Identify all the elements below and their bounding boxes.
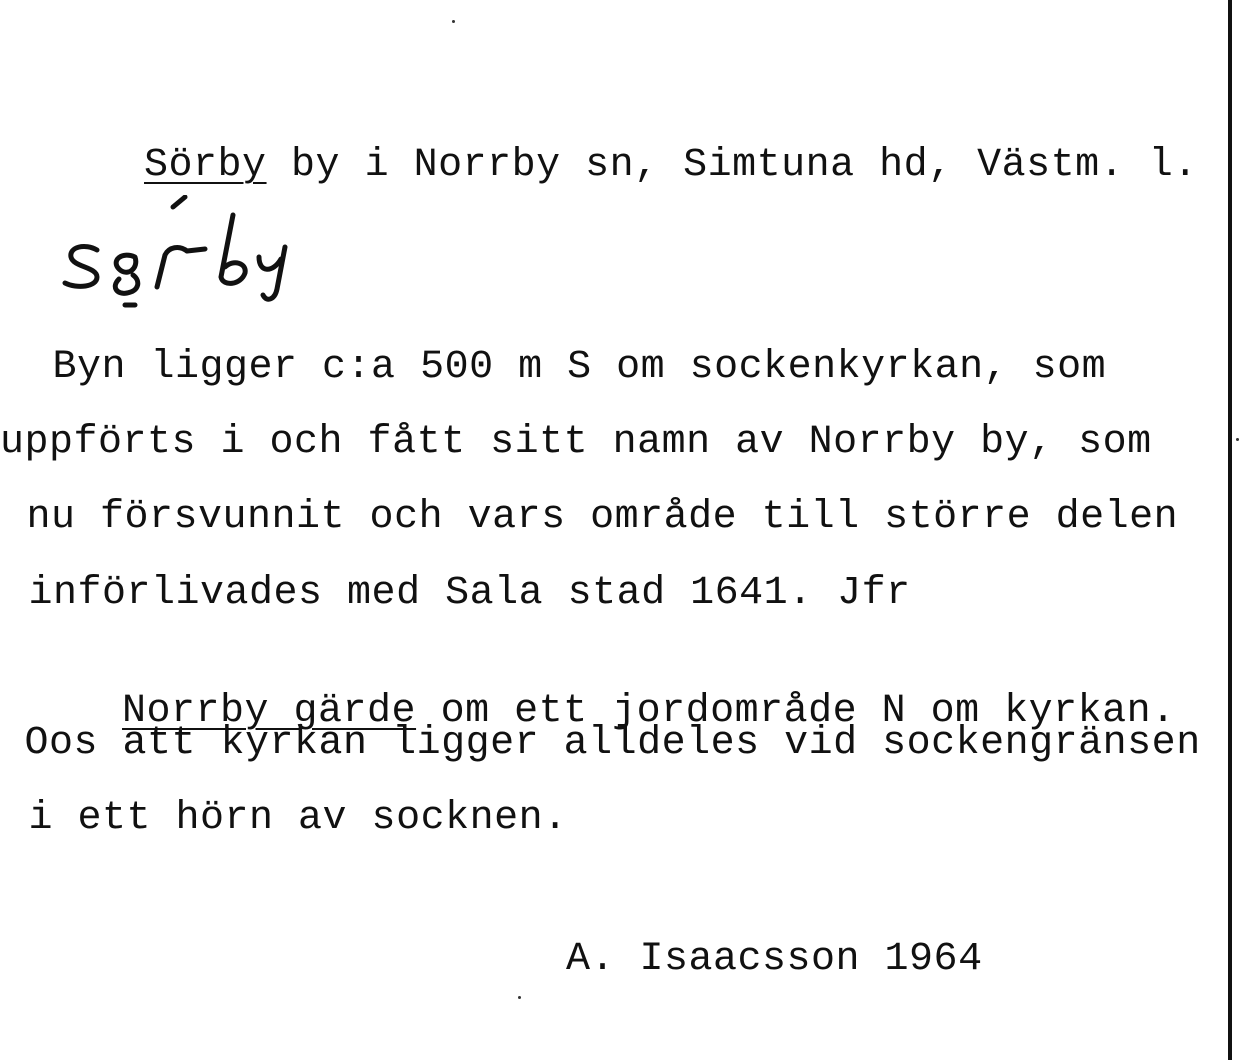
place-name: Sörby — [144, 143, 267, 188]
card-edge-line — [1228, 0, 1232, 1060]
scan-speck — [518, 996, 521, 999]
cross-reference-link[interactable]: Norrby gärde — [122, 689, 417, 734]
handwritten-pronunciation — [55, 195, 315, 320]
signature: A. Isaacsson 1964 — [566, 937, 983, 982]
scan-speck — [1236, 438, 1239, 441]
tail-line-1: Oos att kyrkan ligger alldeles vid sockengränsen — [0, 721, 1201, 766]
reference-description: om ett jordområde N om kyrkan. — [416, 689, 1176, 734]
body-line-1: Byn ligger c:a 500 m S om sockenkyrkan, som — [28, 345, 1107, 390]
scan-speck — [452, 20, 455, 23]
tail-line-2: i ett hörn av socknen. — [4, 796, 568, 841]
body-line-2: uppförts i och fått sitt namn av Norrby by, som — [0, 420, 1152, 465]
body-line-4: införlivades med Sala stad 1641. Jfr — [4, 571, 911, 616]
body-line-3: nu försvunnit och vars område till större delen — [2, 495, 1179, 540]
place-description: by i Norrby sn, Simtuna hd, Västm. l. — [266, 143, 1198, 188]
